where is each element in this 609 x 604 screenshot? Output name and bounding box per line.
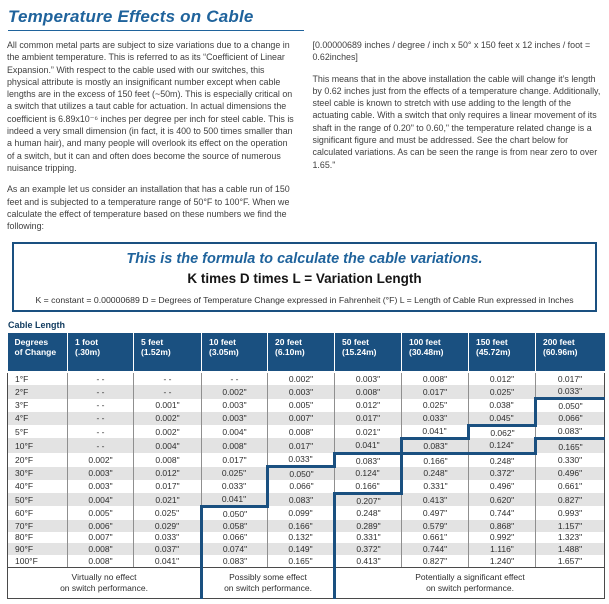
- value-cell: 1.488": [536, 543, 605, 555]
- intro-left-column: [7, 39, 297, 241]
- table-header: [8, 333, 605, 372]
- degrees-cell: 30°F: [8, 467, 68, 480]
- table-row: [8, 543, 605, 555]
- degrees-cell: 50°F: [8, 493, 68, 506]
- degrees-cell: 20°F: [8, 453, 68, 466]
- value-cell: - -: [134, 385, 202, 398]
- value-cell: 0.868": [469, 520, 536, 532]
- value-cell: 0.017": [202, 453, 268, 466]
- value-cell: 1.240": [469, 555, 536, 567]
- value-cell: 0.066": [202, 532, 268, 544]
- degrees-cell: 10°F: [8, 438, 68, 453]
- degrees-cell: 5°F: [8, 425, 68, 438]
- value-cell: 0.099": [268, 506, 335, 519]
- value-cell: 0.331": [335, 532, 402, 544]
- intro-paragraph: As an example let us consider an installation that has a cable run of 150 feet and is subjected to a temperature range of 50°F to 100°F. When we calculate the effect of temperature based on these numbers we find the following:: [7, 184, 290, 232]
- degrees-cell: 40°F: [8, 480, 68, 493]
- value-cell: 0.003": [68, 467, 134, 480]
- value-cell: 0.003": [68, 480, 134, 493]
- value-cell: 0.083": [202, 555, 268, 567]
- table-row: [8, 493, 605, 506]
- value-cell: 0.008": [68, 543, 134, 555]
- formula-headline: This is the formula to calculate the cable variations.: [126, 251, 483, 268]
- value-cell: 0.012": [134, 467, 202, 480]
- degrees-cell: 3°F: [8, 399, 68, 412]
- value-cell: 0.003": [202, 399, 268, 412]
- table-row: [8, 399, 605, 412]
- table-footer: [8, 567, 605, 598]
- value-cell: 0.021": [134, 493, 202, 506]
- value-cell: 0.012": [469, 372, 536, 385]
- value-cell: - -: [134, 372, 202, 385]
- value-cell: 0.744": [469, 506, 536, 519]
- value-cell: 0.006": [68, 520, 134, 532]
- value-cell: 0.050": [202, 506, 268, 519]
- value-cell: 0.025": [134, 506, 202, 519]
- value-cell: 0.041": [202, 493, 268, 506]
- value-cell: 0.661": [536, 480, 605, 493]
- column-header: 100 feet (30.48m): [402, 333, 469, 372]
- cable-length-table: [7, 333, 605, 598]
- value-cell: 0.017": [134, 480, 202, 493]
- value-cell: 0.149": [268, 543, 335, 555]
- value-cell: 0.827": [536, 493, 605, 506]
- value-cell: 0.496": [536, 467, 605, 480]
- value-cell: 0.041": [134, 555, 202, 567]
- table-body: [8, 372, 605, 567]
- value-cell: 0.025": [202, 467, 268, 480]
- value-cell: 0.372": [335, 543, 402, 555]
- table-row: [8, 412, 605, 425]
- value-cell: 0.372": [469, 467, 536, 480]
- column-header: 10 feet (3.05m): [202, 333, 268, 372]
- value-cell: 0.066": [268, 480, 335, 493]
- formula-box: [12, 242, 597, 312]
- value-cell: 0.045": [469, 412, 536, 425]
- value-cell: 0.331": [402, 480, 469, 493]
- degrees-cell: 90°F: [8, 543, 68, 555]
- value-cell: 0.083": [335, 453, 402, 466]
- zone-caption: Possibly some effect on switch performance.: [202, 567, 335, 598]
- value-cell: 0.012": [335, 399, 402, 412]
- value-cell: 0.002": [134, 412, 202, 425]
- value-cell: 0.017": [268, 438, 335, 453]
- value-cell: 1.657": [536, 555, 605, 567]
- value-cell: 0.007": [68, 532, 134, 544]
- value-cell: 0.033": [268, 453, 335, 466]
- value-cell: 0.165": [536, 438, 605, 453]
- value-cell: 0.017": [402, 385, 469, 398]
- value-cell: 0.074": [202, 543, 268, 555]
- value-cell: - -: [68, 399, 134, 412]
- degrees-cell: 100°F: [8, 555, 68, 567]
- value-cell: 0.993": [536, 506, 605, 519]
- value-cell: 0.004": [134, 438, 202, 453]
- value-cell: 0.008": [335, 385, 402, 398]
- value-cell: 0.029": [134, 520, 202, 532]
- value-cell: 0.008": [202, 438, 268, 453]
- table-row: [8, 532, 605, 544]
- column-header: 5 feet (1.52m): [134, 333, 202, 372]
- zone-caption: Potentially a significant effect on switch performance.: [335, 567, 605, 598]
- value-cell: 0.248": [469, 453, 536, 466]
- value-cell: 0.025": [402, 399, 469, 412]
- value-cell: 0.041": [402, 425, 469, 438]
- intro-paragraph: This means that in the above installation the cable will change it’s length by 0.62 inches just from the effects of a temperature change. Additionally, steel cable is known to stretch with use adding to the length of the actuating cable. With a switch that only requires a linear movement of its shaft in the range of 0.20" to 0.60," the temperature related change is a significant figure and must be addressed. See the chart below for calculated variations. As can be seen the range is from near zero to over 1.65.": [312, 73, 601, 170]
- formula-equation: K times D times L = Variation Length: [187, 271, 422, 287]
- value-cell: 0.005": [68, 506, 134, 519]
- value-cell: 0.025": [469, 385, 536, 398]
- value-cell: 1.116": [469, 543, 536, 555]
- value-cell: 0.017": [536, 372, 605, 385]
- intro-paragraph: All common metal parts are subject to size variations due to a change in the ambient temperature. This is referred to as its “Coefficient of Linear Expansion.” With respect to the cable used with our switches, this physical attribute is mostly an insignificant number except when cable lengths are in the excess of 150 feet (~50m). This is especially critical on a switch that utilizes a taut cable for actuation. In actual dimensions the coefficient is 6.89x10⁻⁶ inches per degree per inch for steel cable. This is indeed a very small dimension (in fact, it is 400 to 500 times smaller than a human hair), and many people will overlook its effect on the operation of a switch, but it can and often does become the source of numerous nuisance tripping.: [7, 40, 294, 173]
- degrees-cell: 60°F: [8, 506, 68, 519]
- value-cell: 0.050": [536, 399, 605, 412]
- value-cell: 0.003": [268, 385, 335, 398]
- value-cell: 0.033": [402, 412, 469, 425]
- value-cell: 0.992": [469, 532, 536, 544]
- value-cell: 0.661": [402, 532, 469, 544]
- value-cell: 1.323": [536, 532, 605, 544]
- value-cell: 0.021": [335, 425, 402, 438]
- table-row: [8, 467, 605, 480]
- value-cell: 0.124": [335, 467, 402, 480]
- value-cell: - -: [68, 385, 134, 398]
- degrees-cell: 80°F: [8, 532, 68, 544]
- value-cell: - -: [68, 372, 134, 385]
- value-cell: 0.289": [335, 520, 402, 532]
- value-cell: 0.008": [134, 453, 202, 466]
- value-cell: 0.005": [268, 399, 335, 412]
- table-row: [8, 506, 605, 519]
- value-cell: 0.002": [268, 372, 335, 385]
- column-header: Degrees of Change: [8, 333, 68, 372]
- value-cell: 0.124": [469, 438, 536, 453]
- value-cell: 0.001": [134, 399, 202, 412]
- value-cell: 0.497": [402, 506, 469, 519]
- zone-caption: Virtually no effect on switch performance.: [8, 567, 202, 598]
- value-cell: 0.008": [68, 555, 134, 567]
- value-cell: - -: [68, 438, 134, 453]
- value-cell: 0.033": [536, 385, 605, 398]
- value-cell: 0.330": [536, 453, 605, 466]
- value-cell: 0.017": [335, 412, 402, 425]
- table-row: [8, 425, 605, 438]
- degrees-cell: 2°F: [8, 385, 68, 398]
- value-cell: 0.620": [469, 493, 536, 506]
- value-cell: - -: [202, 372, 268, 385]
- value-cell: 0.827": [402, 555, 469, 567]
- header-row: [8, 333, 605, 372]
- value-cell: 0.083": [402, 438, 469, 453]
- degrees-cell: 70°F: [8, 520, 68, 532]
- column-header: 200 feet (60.96m): [536, 333, 605, 372]
- column-header: 20 feet (6.10m): [268, 333, 335, 372]
- value-cell: 0.002": [134, 425, 202, 438]
- value-cell: 0.166": [402, 453, 469, 466]
- formula-legend: K = constant = 0.00000689 D = Degrees of Temperature Change expressed in Fahrenheit (°F) L = Length of Cable Run expressed in Inches: [35, 295, 574, 306]
- value-cell: 0.248": [335, 506, 402, 519]
- value-cell: 0.033": [202, 480, 268, 493]
- intro-right-column: [313, 39, 603, 241]
- table-row: [8, 438, 605, 453]
- value-cell: 0.008": [402, 372, 469, 385]
- table-row: [8, 480, 605, 493]
- value-cell: 0.496": [469, 480, 536, 493]
- value-cell: 0.033": [134, 532, 202, 544]
- value-cell: 0.165": [268, 555, 335, 567]
- title-underline: [8, 30, 304, 31]
- value-cell: - -: [68, 425, 134, 438]
- value-cell: 0.058": [202, 520, 268, 532]
- value-cell: 0.062": [469, 425, 536, 438]
- value-cell: 0.166": [268, 520, 335, 532]
- formula-example-text: [0.00000689 inches / degree / inch x 50° x 150 feet x 12 inches / foot = 0.62inches]: [312, 40, 591, 63]
- value-cell: 0.037": [134, 543, 202, 555]
- table-row: [8, 385, 605, 398]
- value-cell: 0.004": [202, 425, 268, 438]
- degrees-cell: 4°F: [8, 412, 68, 425]
- value-cell: 0.413": [335, 555, 402, 567]
- value-cell: 0.003": [335, 372, 402, 385]
- value-cell: 0.413": [402, 493, 469, 506]
- value-cell: 0.083": [268, 493, 335, 506]
- value-cell: - -: [68, 412, 134, 425]
- table-row: [8, 520, 605, 532]
- value-cell: 0.003": [202, 412, 268, 425]
- value-cell: 0.041": [335, 438, 402, 453]
- value-cell: 0.066": [536, 412, 605, 425]
- column-header: 1 foot (.30m): [68, 333, 134, 372]
- value-cell: 0.132": [268, 532, 335, 544]
- value-cell: 1.157": [536, 520, 605, 532]
- table-section-label: Cable Length: [8, 320, 66, 331]
- column-header: 50 feet (15.24m): [335, 333, 402, 372]
- value-cell: 0.002": [202, 385, 268, 398]
- degrees-cell: 1°F: [8, 372, 68, 385]
- column-header: 150 feet (45.72m): [469, 333, 536, 372]
- page-title: Temperature Effects on Cable: [8, 7, 254, 26]
- value-cell: 0.004": [68, 493, 134, 506]
- value-cell: 0.248": [402, 467, 469, 480]
- value-cell: 0.008": [268, 425, 335, 438]
- intro-columns: [7, 39, 602, 241]
- table-row: [8, 372, 605, 385]
- value-cell: 0.083": [536, 425, 605, 438]
- table-row: [8, 555, 605, 567]
- value-cell: 0.207": [335, 493, 402, 506]
- value-cell: 0.744": [402, 543, 469, 555]
- value-cell: 0.579": [402, 520, 469, 532]
- value-cell: 0.038": [469, 399, 536, 412]
- table-row: [8, 453, 605, 466]
- value-cell: 0.002": [68, 453, 134, 466]
- value-cell: 0.050": [268, 467, 335, 480]
- value-cell: 0.007": [268, 412, 335, 425]
- footer-row: [8, 567, 605, 598]
- value-cell: 0.166": [335, 480, 402, 493]
